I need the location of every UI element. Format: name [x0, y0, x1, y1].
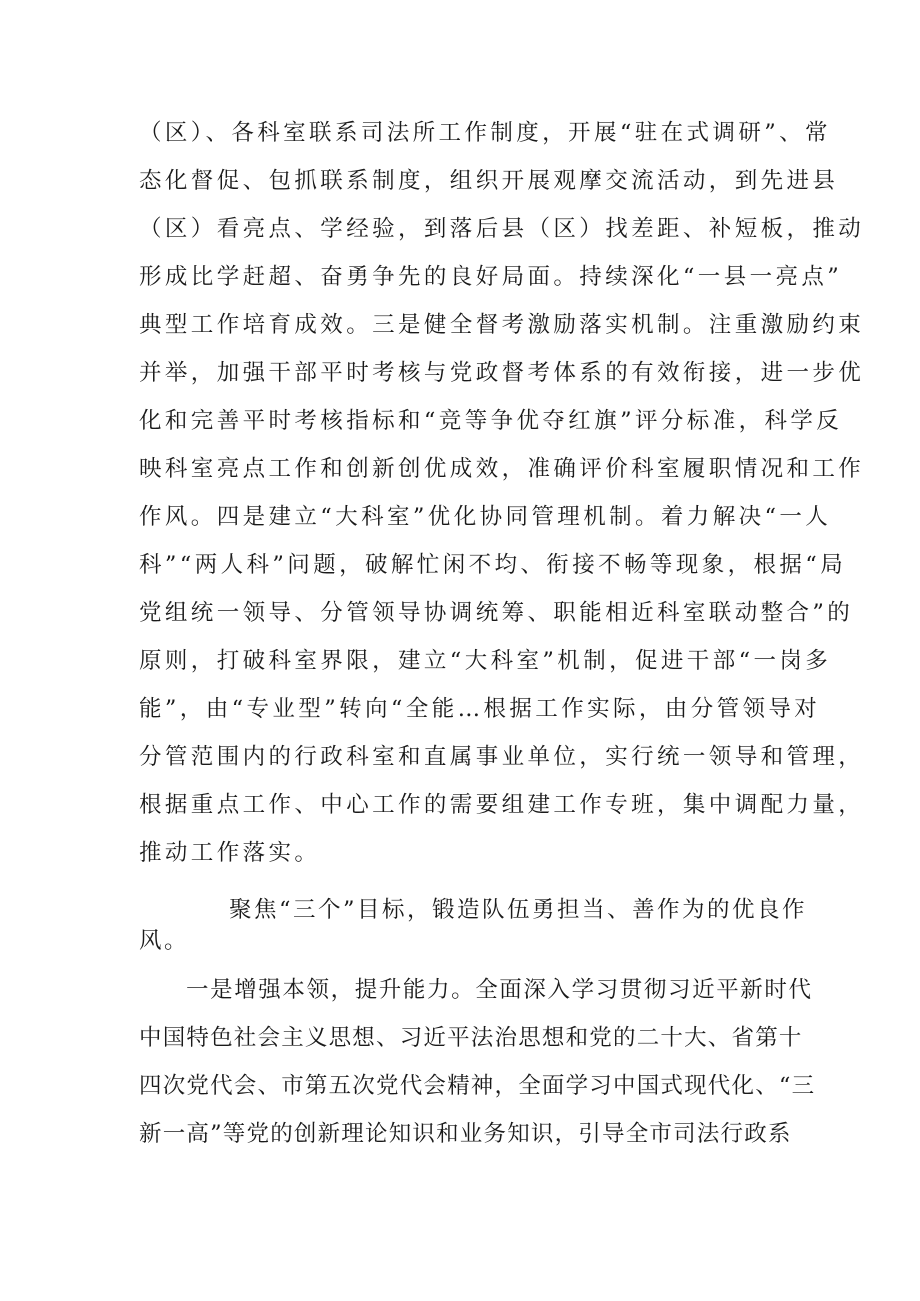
paragraph-line: 中国特色社会主义思想、习近平法治思想和党的二十大、省第十 — [139, 1025, 803, 1051]
paragraph-line: 典型工作培育成效。三是健全督考激励落实机制。注重激励约束 — [139, 312, 865, 338]
paragraph-line: 映科室亮点工作和创新创优成效，准确评价科室履职情况和工作 — [139, 456, 865, 482]
paragraph-line: 分管范围内的行政科室和直属事业单位，实行统一领导和管理， — [139, 744, 865, 770]
paragraph-line: 态化督促、包抓联系制度，组织开展观摩交流活动，到先进县 — [139, 168, 839, 194]
paragraph-line: 形成比学赶超、奋勇争先的良好局面。持续深化“一县一亮点” — [139, 264, 843, 290]
paragraph-line: 党组统一领导、分管领导协调统筹、职能相近科室联动整合”的 — [139, 600, 854, 626]
paragraph-line: 新一高”等党的创新理论知识和业务知识，引导全市司法行政系 — [139, 1121, 792, 1147]
paragraph-line: 四次党代会、市第五次党代会精神，全面学习中国式现代化、“三 — [139, 1073, 816, 1099]
paragraph-line: 原则，打破科室界限，建立“大科室”机制，促进干部“一岗多 — [139, 648, 832, 674]
paragraph-line: 作风。四是建立“大科室”优化协同管理机制。着力解决“一人 — [139, 504, 832, 530]
paragraph-line: 能”，由“专业型”转向“全能…根据工作实际，由分管领导对 — [139, 696, 821, 722]
section-heading-line: 风。 — [139, 928, 190, 954]
paragraph-line: 推动工作落实。 — [139, 840, 321, 866]
paragraph-line: 科”“两人科”问题，破解忙闲不均、衔接不畅等现象，根据“局 — [139, 552, 847, 578]
paragraph-line: 化和完善平时考核指标和“竞等争优夺红旗”评分标准，科学反 — [139, 408, 843, 434]
paragraph-line: （区）、各科室联系司法所工作制度，开展“驻在式调研”、常 — [139, 120, 831, 146]
paragraph-line: 一是增强本领，提升能力。全面深入学习贯彻习近平新时代 — [186, 977, 813, 1003]
paragraph-line: （区）看亮点、学经验，到落后县（区）找差距、补短板，推动 — [139, 216, 865, 242]
paragraph-line: 并举，加强干部平时考核与党政督考体系的有效衔接，进一步优 — [139, 360, 865, 386]
section-heading-line: 聚焦“三个”目标，锻造队伍勇担当、善作为的优良作 — [229, 897, 808, 923]
paragraph-line: 根据重点工作、中心工作的需要组建工作专班，集中调配力量， — [139, 792, 865, 818]
